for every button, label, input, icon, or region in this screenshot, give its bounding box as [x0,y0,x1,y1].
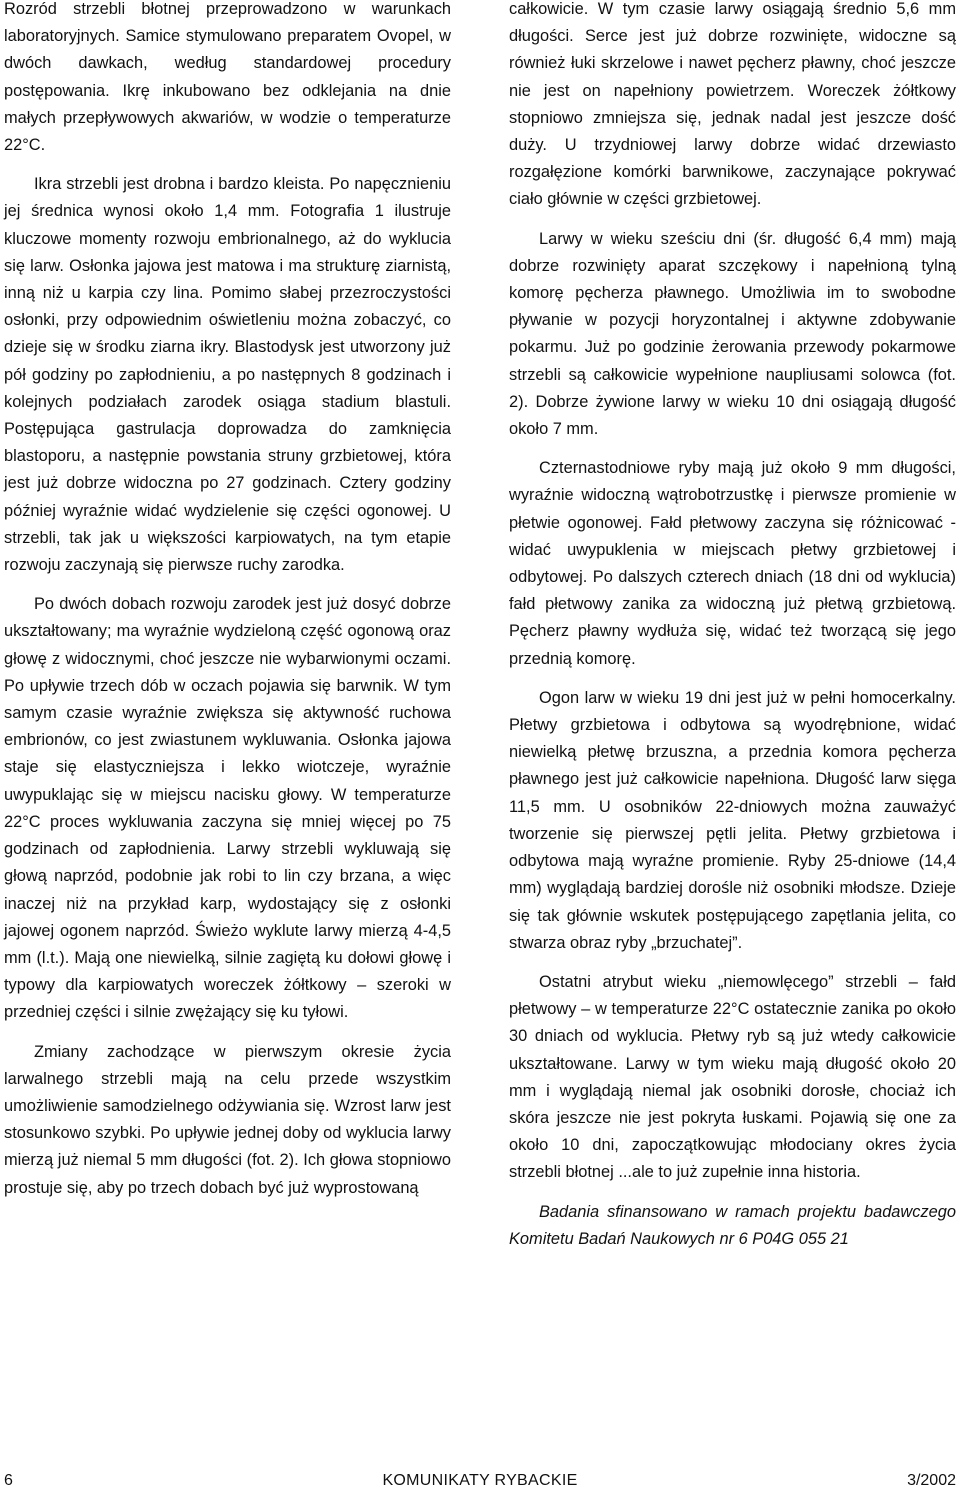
paragraph: Zmiany zachodzące w pierwszym okresie życia larwalnego strzebli mają na celu przede wszystkim umożliwienie samodzielnego odżywiania się. Wzrost larw jest stosunkowo szybki. Po upływie jednej doby od wyklucia larwy mierzą już niemal 5 mm długości (fot. 2). Ich głowa stopniowo prostuje się, aby po trzech dobach być już wyprostowaną [4,1042,451,1197]
left-column [4,0,451,1202]
page-number: 6 [4,1472,13,1489]
paragraph: Ostatni atrybut wieku „niemowlęcego” strzebli – fałd płetwowy – w temperaturze 22°C ostatecznie zanika po około 30 dniach od wyklucia. Płetwy ryb są już wtedy całkowicie ukształtowane. Larwy w tym wieku mają długość około 20 mm i wyglądają niemal jak osobniki dorosłe, chociaż ich skóra jeszcze nie jest pokryta łuskami. Pojawią się one za około 10 dni, zapoczątkowując młodociany okres życia strzebli błotnej ...ale to już zupełnie inna historia. [509,972,956,1182]
paragraph: całkowicie. W tym czasie larwy osiągają średnio 5,6 mm długości. Serce jest już dobrze rozwinięte, widoczne są również łuki skrzelowe i nawet pęcherz pławny, choć jeszcze nie jest on napełniony powietrzem. Woreczek żółtkowy stopniowo zmniejsza się, jednak nadal jest jeszcze dość duży. U trzydniowej larwy dobrze widać drzewiasto rozgałęzione komórki barwnikowe, zaczynające pokrywać ciało głównie w części grzbietowej. [509,0,956,209]
journal-title: KOMUNIKATY RYBACKIE [382,1472,578,1489]
paragraph: Larwy w wieku sześciu dni (śr. długość 6,4 mm) mają dobrze rozwinięty aparat szczękowy i napełnioną tylną komorę pęcherza pławnego. Umożliwia im to swobodne pływanie w pozycji horyzontalnej i aktywne zdobywanie pokarmu. Już po godzinie żerowania przewody pokarmowe strzebli są całkowicie wypełnione naupliusami solowca (fot. 2). Dobrze żywione larwy w wieku 10 dni osiągają długość około 7 mm. [509,229,956,439]
paragraph: Rozród strzebli błotnej przeprowadzono w warunkach laboratoryjnych. Samice stymulowano preparatem Ovopel, w dwóch dawkach, według standardowej procedury postępowania. Ikrę inkubowano bez odklejania na dnie małych przepływowych akwariów, w wodzie o temperaturze 22°C. [4,0,451,155]
page-footer [0,1470,960,1492]
issue-number: 3/2002 [907,1472,956,1489]
paragraph: Ogon larw w wieku 19 dni jest już w pełni homocerkalny. Płetwy grzbietowa i odbytowa są wyodrębnione, widać niewielką płetwę brzuszna, a przednia komora pęcherza pławnego jest już całkowicie napełniona. Długość larw sięga 11,5 mm. U osobników 22-dniowych można zauważyć tworzenie się pierwszej pętli jelita. Płetwy grzbietowa i odbytowa mają wyraźne promienie. Ryby 25-dniowe (14,4 mm) wyglądają bardziej doroślе niż osobniki młodsze. Dzieje się tak głównie wskutek postępującego zapętlania jelita, co stwarza obraz ryby „brzuchatej”. [509,688,956,952]
paragraph: Ikra strzebli jest drobna i bardzo kleista. Po napęcznieniu jej średnica wynosi około 1,4 mm. Fotografia 1 ilustruje kluczowe momenty rozwoju embrionalnego, aż do wyklucia się larw. Osłonka jajowa jest matowa i ma strukturę ziarnistą, inną niż u karpia czy lina. Pomimo słabej przezroczystości osłonki, przy odpowiednim oświetleniu można zobaczyć, co dzieje się w środku ziarna ikry. Blastodysk jest utworzony już pół godziny po zapłodnieniu, a po następnych 8 godzinach i kolejnych podziałach zarodek osiąga stadium blastuli. Postępująca gastrulacja doprowadza do zamknięcia blastoporu, a następnie powstania struny grzbietowej, która jest już dobrze widoczna po 27 godzinach. Cztery godziny później wyraźnie widać wydzielenie się części ogonowej. U strzebli, tak jak u większości karpiowatych, na tym etapie rozwoju zaczynają się pierwsze ruchy zarodka. [4,175,451,575]
right-column [509,0,956,1253]
funding-note: Badania sfinansowano w ramach projektu badawczego Komitetu Badań Naukowych nr 6 P04G 055 21 [509,1202,956,1248]
paragraph: Po dwóch dobach rozwoju zarodek jest już dosyć dobrze ukształtowany; ma wyraźnie wydzieloną część ogonową oraz głowę z widocznymi, choć jeszcze nie wybarwionymi oczami. Po upływie trzech dób w oczach pojawia się barwnik. W tym samym czasie wyraźnie zwiększa się aktywność ruchowa embrionów, co jest zwiastunem wykluwania. Osłonka jajowa staje się elastyczniejsza i lekko wiotczeje, wyraźnie uwypuklając się w miejscu nacisku głowy. W temperaturze 22°C proces wykluwania zaczyna się mniej więcej po 75 godzinach od zapłodnienia. Larwy strzebli wykluwają się głową naprzód, podobnie jak robi to lin czy brzana, a więc inaczej niż na przykład karp, wydostający się z osłonki jajowej ogonem naprzód. Świeżo wyklute larwy mierzą 4-4,5 mm (l.t.). Mają one niewielką, silnie zagiętą ku dołowi głowę i typowy dla karpiowatych woreczek żółtkowy – szeroki w przedniej części i silnie zwężający się ku tyłowi. [4,595,451,1022]
paragraph: Czternastodniowe ryby mają już około 9 mm długości, wyraźnie widoczną wątrobotrzustkę i pierwsze promienie w płetwie ogonowej. Fałd płetwowy zaczyna się różnicować - widać uwypuklenia w miejscach płetwy grzbietowej i odbytowej. Po dalszych czterech dniach (18 dni od wyklucia) fałd płetwowy zanika za widoczną już płetwą grzbietową. Pęcherz pławny wydłuża się, widać też tworzącą się jego przednią komorę. [509,459,956,668]
